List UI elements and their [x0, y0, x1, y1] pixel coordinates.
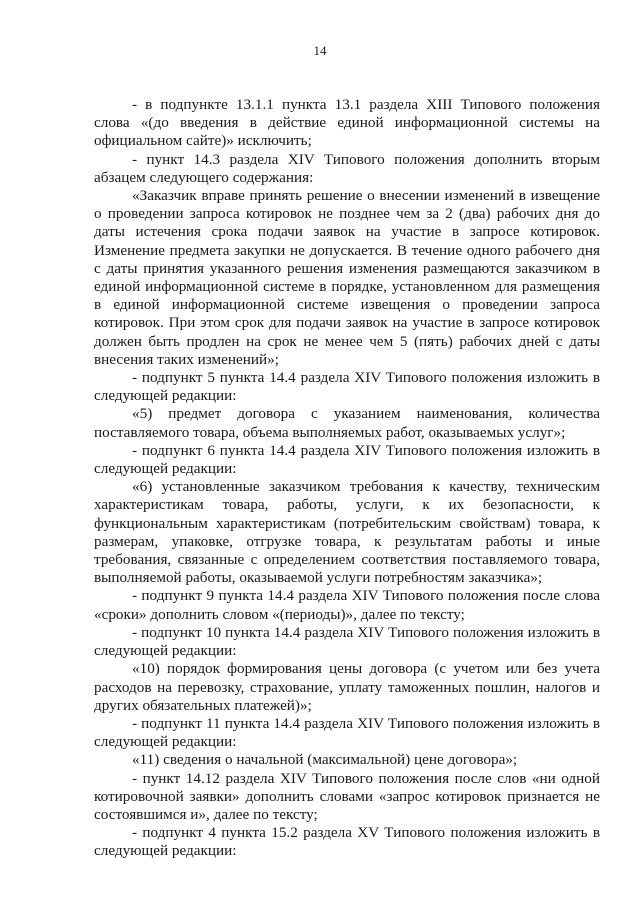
paragraph: - подпункт 11 пункта 14.4 раздела XIV Типового положения изложить в следующей редакции: — [94, 714, 600, 751]
paragraph: - подпункт 6 пункта 14.4 раздела XIV Типового положения изложить в следующей редакции: — [94, 441, 600, 478]
paragraph: - пункт 14.12 раздела XIV Типового положения после слов «ни одной котировочной заявки» дополнить словами «запрос котировок признается не состоявшимся и», далее по тексту; — [94, 769, 600, 823]
document-body — [94, 96, 600, 861]
paragraph: - подпункт 10 пункта 14.4 раздела XIV Типового положения изложить в следующей редакции: — [94, 623, 600, 660]
paragraph: - подпункт 5 пункта 14.4 раздела XIV Типового положения изложить в следующей редакции: — [94, 369, 600, 405]
paragraph: «11) сведения о начальной (максимальной) цене договора»; — [132, 751, 518, 769]
paragraph: - пункт 14.3 раздела XIV Типового положения дополнить вторым абзацем следующего содержания: — [94, 150, 600, 186]
paragraph: «10) порядок формирования цены договора (с учетом или без учета расходов на перевозку, страхование, уплату таможенных пошлин, налогов и других обязательных платежей)»; — [94, 660, 600, 714]
paragraph: «6) установленные заказчиком требования к качеству, техническим характеристикам товара, работы, услуги, к их безопасности, к функциональным характеристикам (потребительским свойствам) товара, к размерам, упаковке, отгрузке товара, к результатам работы и иные требования, связанные с определением соответствия поставляемого товара, выполняемой работы, оказываемой услуги потребностям заказчика»; — [94, 478, 600, 587]
paragraph: - подпункт 9 пункта 14.4 раздела XIV Типового положения после слова «сроки» дополнить словом «(периоды)», далее по тексту; — [94, 587, 600, 623]
paragraph: - подпункт 4 пункта 15.2 раздела XV Типового положения изложить в следующей редакции: — [94, 824, 600, 860]
paragraph: «5) предмет договора с указанием наименования, количества поставляемого товара, объема выполняемых работ, оказываемых услуг»; — [94, 405, 600, 441]
page-number: 14 — [313, 43, 327, 58]
paragraph: - в подпункте 13.1.1 пункта 13.1 раздела XIII Типового положения слова «(до введения в действие единой информационной системы на официальном сайте)» исключить; — [94, 96, 600, 150]
paragraph: «Заказчик вправе принять решение о внесении изменений в извещение о проведении запроса котировок не позднее чем за 2 (два) рабочих дня до даты истечения срока подачи заявок на участие в запросе котировок. Изменение предмета закупки не допускается. В течение одного рабочего дня с даты принятия указанного решения изменения размещаются заказчиком в единой информационной системе в порядке, установленном для размещения в единой информационной системе извещения о проведении запроса котировок. При этом срок для подачи заявок на участие в запросе котировок должен быть продлен на срок не менее чем 5 (пять) рабочих дней с даты внесения таких изменений»; — [94, 187, 600, 368]
